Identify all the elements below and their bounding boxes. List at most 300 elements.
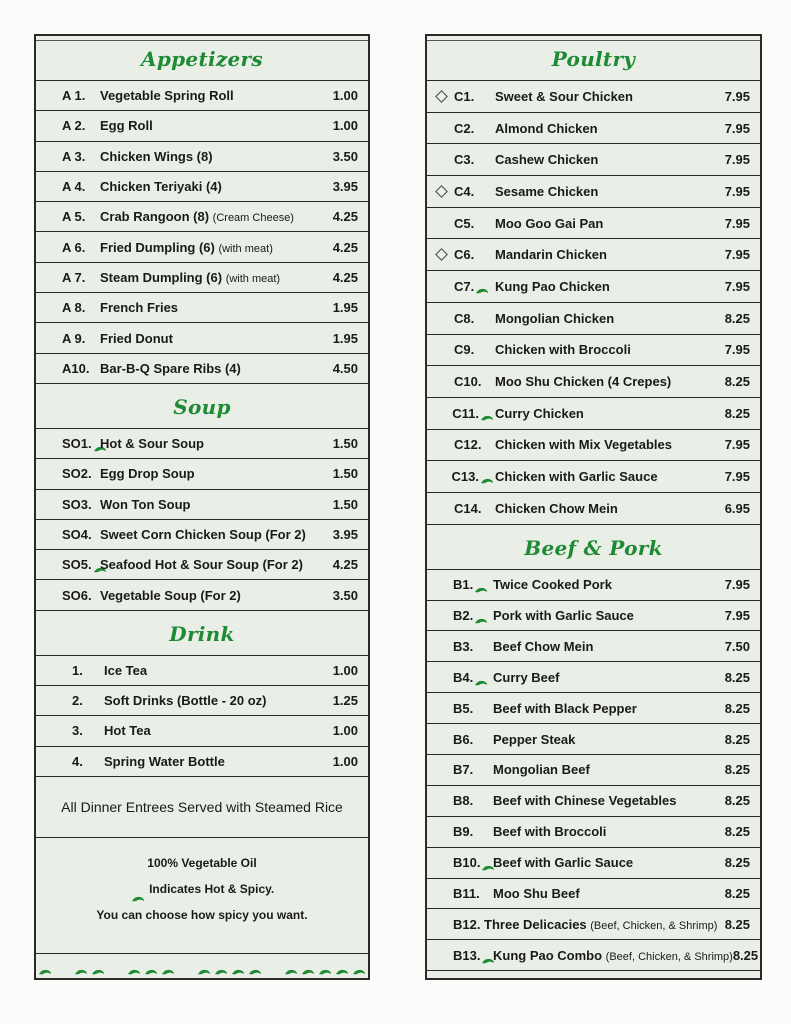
- item-name: [493, 948, 733, 963]
- item-price: 7.95: [724, 437, 750, 453]
- item-price: 4.25: [332, 239, 358, 255]
- item-code-text: B10.: [453, 855, 481, 871]
- item-price: 3.50: [332, 148, 358, 164]
- item-code: [427, 793, 493, 808]
- item-code: [36, 88, 100, 103]
- item-code-text: C1.: [454, 88, 475, 104]
- item-name-text: Mongolian Chicken: [495, 310, 615, 326]
- item-price: 7.95: [724, 183, 750, 199]
- hot-pepper-icon: [284, 963, 298, 970]
- item-code: [36, 557, 100, 572]
- item-name-text: Soft Drinks (Bottle - 20 oz): [104, 693, 267, 709]
- item-note: (Beef, Chicken, & Shrimp): [605, 950, 733, 963]
- item-name: [100, 436, 316, 451]
- item-name: [100, 300, 316, 315]
- menu-item: [36, 354, 368, 384]
- item-name-text: Steam Dumpling (6): [100, 269, 226, 285]
- item-code: [427, 577, 493, 592]
- item-code-text: B6.: [453, 731, 474, 747]
- item-code: [427, 501, 495, 516]
- beef-pork-list: [427, 570, 760, 972]
- item-code-text: C4.: [454, 183, 475, 199]
- item-name: [100, 118, 316, 133]
- menu-item: [36, 686, 368, 716]
- item-code-text: A 1.: [62, 88, 86, 104]
- item-code: [427, 311, 495, 326]
- hot-pepper-icon: [474, 675, 488, 682]
- item-code-text: 3.: [72, 723, 83, 739]
- menu-item: [427, 817, 760, 848]
- item-name: [100, 179, 316, 194]
- item-code-text: A10.: [62, 360, 90, 376]
- menu-item: [427, 271, 760, 303]
- item-code-text: B13.: [453, 947, 481, 963]
- item-price: 3.95: [332, 179, 358, 195]
- beef-pork-title: Beef & Pork: [427, 525, 760, 570]
- hot-legend: [36, 876, 368, 902]
- menu-item: [427, 693, 760, 724]
- menu-item: [427, 879, 760, 910]
- item-price: 1.00: [332, 723, 358, 739]
- item-code: [36, 300, 100, 315]
- item-name-text: Pepper Steak: [493, 731, 576, 747]
- item-code-text: B12.: [453, 916, 481, 932]
- item-name-text: Beef with Chinese Vegetables: [493, 793, 677, 809]
- item-name: [493, 577, 708, 592]
- pepper-group: [37, 963, 53, 970]
- menu-item: [36, 429, 368, 459]
- item-code: [36, 693, 104, 708]
- soup-title: Soup: [36, 384, 368, 429]
- item-name: [100, 557, 316, 572]
- menu-item: [427, 239, 760, 271]
- item-code-text: C2.: [454, 120, 475, 136]
- item-name: [100, 361, 316, 376]
- item-note: (with meat): [225, 272, 281, 285]
- menu-item: [427, 940, 760, 971]
- menu-item: [36, 747, 368, 777]
- item-name-text: Pork with Garlic Sauce: [493, 607, 634, 623]
- item-price: 7.50: [724, 638, 750, 654]
- item-price: 3.95: [332, 527, 358, 542]
- menu-item: [36, 716, 368, 746]
- item-code-text: C8.: [454, 310, 475, 326]
- item-price: 8.25: [724, 669, 750, 685]
- menu-item: [36, 232, 368, 262]
- item-name-text: Chicken Wings (8): [100, 148, 213, 164]
- item-name: [495, 469, 708, 484]
- item-code: [36, 754, 104, 769]
- item-code: [427, 855, 493, 870]
- menu-item: [427, 208, 760, 240]
- item-name: [100, 466, 316, 481]
- appetizers-title: Appetizers: [36, 36, 368, 81]
- item-code-text: B5.: [453, 700, 474, 716]
- item-name: [100, 209, 316, 224]
- item-name: [493, 608, 708, 623]
- drink-title: Drink: [36, 611, 368, 656]
- pepper-group: [196, 963, 263, 970]
- hot-pepper-icon: [161, 963, 175, 970]
- item-code-text: A 9.: [62, 330, 86, 346]
- menu-item: [427, 81, 760, 113]
- item-name-text: Hot & Sour Soup: [100, 436, 204, 452]
- pepper-group: [126, 963, 176, 970]
- item-name: [493, 793, 708, 808]
- item-name: [100, 331, 316, 346]
- hot-pepper-icon: [318, 963, 332, 970]
- item-name: [495, 342, 708, 357]
- item-name: [100, 497, 316, 512]
- item-code: [36, 240, 100, 255]
- diamond-icon: [435, 185, 448, 198]
- item-name-text: Kung Pao Combo: [493, 947, 606, 963]
- item-name-text: Hot Tea: [104, 723, 151, 739]
- item-code: [427, 184, 495, 199]
- item-code-text: B8.: [453, 793, 474, 809]
- spicy-choice-note: You can choose how spicy you want.: [96, 907, 308, 922]
- item-name-text: Chicken Chow Mein: [495, 500, 618, 516]
- item-name-text: Sweet & Sour Chicken: [495, 88, 633, 104]
- item-name: [493, 824, 708, 839]
- menu-item: [36, 111, 368, 141]
- item-price: 1.00: [332, 662, 358, 678]
- menu-item: [427, 724, 760, 755]
- item-name: [495, 184, 708, 199]
- item-name-text: Fried Donut: [100, 330, 173, 346]
- item-code: [427, 437, 495, 452]
- item-price: 1.00: [332, 118, 358, 134]
- item-code-text: A 5.: [62, 209, 86, 225]
- menu-item: [36, 550, 368, 580]
- menu-item: [427, 113, 760, 145]
- menu-item: [427, 909, 760, 940]
- item-code: [427, 762, 493, 777]
- item-code: [427, 216, 495, 231]
- menu-item: [36, 459, 368, 489]
- item-price: 4.25: [332, 269, 358, 285]
- hot-pepper-icon: [144, 963, 158, 970]
- item-price: 4.25: [332, 557, 358, 573]
- item-code: [36, 663, 104, 678]
- item-price: 8.25: [732, 947, 759, 963]
- item-code: [36, 466, 100, 481]
- item-code: [427, 608, 493, 623]
- item-name: [493, 701, 708, 716]
- item-name: [493, 670, 708, 685]
- menu-item: [36, 490, 368, 520]
- item-name: [495, 121, 708, 136]
- item-price: 1.95: [332, 330, 358, 346]
- item-name-text: Moo Goo Gai Pan: [495, 215, 604, 231]
- entrees-note: All Dinner Entrees Served with Steamed Rice: [36, 777, 368, 838]
- item-code: [427, 469, 495, 484]
- item-code: [427, 121, 495, 136]
- item-price: 1.00: [332, 88, 358, 104]
- item-name: [104, 663, 316, 678]
- hot-pepper-icon: [475, 283, 489, 290]
- item-name: [495, 279, 708, 294]
- soup-list: [36, 429, 368, 611]
- item-price: 8.25: [724, 916, 750, 932]
- item-code-text: C11.: [452, 405, 479, 421]
- menu-item: [36, 202, 368, 232]
- item-name-text: Moo Shu Beef: [493, 885, 580, 901]
- item-name-text: Spring Water Bottle: [104, 753, 225, 769]
- item-code: [36, 331, 100, 346]
- item-name-text: Curry Chicken: [495, 405, 584, 421]
- hot-pepper-icon: [214, 963, 228, 970]
- item-price: 3.50: [332, 587, 358, 603]
- item-code: [427, 917, 484, 932]
- menu-item: [427, 755, 760, 786]
- item-price: 7.95: [724, 215, 750, 231]
- item-code-text: C13.: [451, 469, 479, 485]
- item-name-text: Sweet Corn Chicken Soup (For 2): [100, 527, 306, 542]
- item-name-text: Mongolian Beef: [493, 762, 590, 778]
- item-price: 7.95: [724, 607, 750, 623]
- item-name: [495, 216, 708, 231]
- item-price: 1.50: [332, 466, 358, 482]
- item-name: [100, 270, 316, 285]
- item-code: [36, 361, 100, 376]
- menu-item: [36, 520, 368, 550]
- hot-pepper-icon: [91, 963, 105, 970]
- item-code-text: C14.: [454, 500, 482, 516]
- item-code-text: 1.: [72, 662, 83, 678]
- diamond-icon: [435, 248, 448, 261]
- pepper-decoration-row: [36, 953, 368, 974]
- vegetable-oil-note: 100% Vegetable Oil: [147, 855, 257, 870]
- drink-list: [36, 656, 368, 777]
- item-price: 8.25: [724, 310, 750, 326]
- item-name: [100, 588, 316, 603]
- item-name-text: Three Delicacies: [484, 916, 591, 932]
- item-price: 6.95: [724, 500, 750, 516]
- item-price: 4.50: [332, 360, 358, 376]
- item-name-text: Beef Chow Mein: [493, 638, 594, 654]
- item-name-text: Vegetable Spring Roll: [100, 88, 234, 104]
- item-name: [493, 762, 708, 777]
- item-name: [495, 501, 708, 516]
- menu-notes: [36, 838, 368, 928]
- item-name: [100, 149, 316, 164]
- item-name: [104, 754, 316, 769]
- item-code-text: A 2.: [62, 118, 86, 134]
- item-code-text: C6.: [454, 247, 475, 263]
- item-name: [493, 639, 708, 654]
- item-name-text: Vegetable Soup (For 2): [100, 587, 241, 603]
- item-price: 7.95: [724, 278, 750, 294]
- menu-item: [427, 144, 760, 176]
- hot-pepper-icon: [301, 963, 315, 970]
- hot-pepper-icon: [474, 613, 488, 620]
- item-name: [495, 374, 708, 389]
- menu-item: [427, 398, 760, 430]
- item-note: (Beef, Chicken, & Shrimp): [590, 919, 718, 932]
- item-code-text: 2.: [72, 693, 83, 709]
- item-name: [100, 527, 316, 542]
- item-code: [427, 374, 495, 389]
- hot-pepper-icon: [352, 963, 366, 970]
- item-code-text: B2.: [453, 607, 474, 623]
- item-code: [427, 701, 493, 716]
- item-name: [495, 437, 708, 452]
- item-code-text: B7.: [453, 762, 474, 778]
- hot-pepper-icon: [480, 410, 494, 417]
- menu-item: [36, 293, 368, 323]
- item-price: 1.25: [332, 693, 358, 709]
- item-name-text: Almond Chicken: [495, 120, 598, 136]
- item-code: [427, 824, 493, 839]
- item-name-text: Chicken with Mix Vegetables: [495, 437, 672, 453]
- item-code: [36, 588, 100, 603]
- item-price: 1.50: [332, 436, 358, 452]
- menu-item: [427, 366, 760, 398]
- diamond-icon: [435, 90, 448, 103]
- item-price: 8.25: [724, 824, 750, 840]
- menu-item: [427, 848, 760, 879]
- hot-pepper-icon: [474, 582, 488, 589]
- item-price: 4.25: [332, 209, 358, 225]
- hot-legend-text: Indicates Hot & Spicy.: [149, 881, 275, 896]
- item-price: 8.25: [724, 731, 750, 747]
- item-code: [427, 247, 495, 262]
- item-code-text: B4.: [453, 669, 474, 685]
- item-code: [36, 179, 100, 194]
- item-name-text: Kung Pao Chicken: [495, 278, 610, 294]
- pepper-group: [73, 963, 106, 970]
- item-code-text: B9.: [453, 824, 474, 840]
- item-name: [495, 247, 708, 262]
- menu-item: [36, 81, 368, 111]
- pepper-group: [283, 963, 367, 970]
- item-price: 7.95: [724, 469, 750, 485]
- item-code-text: C10.: [454, 374, 482, 390]
- item-price: 8.25: [724, 700, 750, 716]
- hot-pepper-icon: [38, 963, 52, 970]
- item-name-text: Seafood Hot & Sour Soup (For 2): [100, 557, 303, 573]
- item-name-text: Beef with Garlic Sauce: [493, 855, 634, 871]
- menu-item: [427, 176, 760, 208]
- menu-item: [36, 263, 368, 293]
- item-code: [427, 639, 493, 654]
- item-name-text: Egg Roll: [100, 118, 153, 134]
- item-code-text: SO5.: [62, 557, 92, 573]
- item-name: [495, 152, 708, 167]
- item-name-text: Curry Beef: [493, 669, 560, 685]
- item-code: [427, 948, 493, 963]
- menu-item: [427, 601, 760, 632]
- menu-item: [427, 570, 760, 601]
- hot-pepper-icon: [480, 473, 494, 480]
- item-name: [104, 723, 316, 738]
- item-name: [104, 693, 316, 708]
- item-code: [427, 406, 495, 421]
- item-price: 8.25: [724, 793, 750, 809]
- item-price: 7.95: [724, 152, 750, 168]
- poultry-list: [427, 81, 760, 525]
- hot-pepper-icon: [248, 963, 262, 970]
- item-code: [427, 342, 495, 357]
- menu-item: [36, 142, 368, 172]
- hot-pepper-icon: [74, 963, 88, 970]
- item-code: [427, 279, 495, 294]
- item-name-text: Chicken with Broccoli: [495, 342, 631, 358]
- item-name: [484, 917, 717, 932]
- poultry-title: Poultry: [427, 36, 760, 81]
- item-code-text: A 7.: [62, 269, 86, 285]
- menu-item: [427, 303, 760, 335]
- item-code: [427, 89, 495, 104]
- item-note: (with meat): [218, 242, 273, 255]
- item-code-text: SO6.: [62, 587, 92, 603]
- item-code-text: B1.: [453, 577, 474, 593]
- item-name-text: Twice Cooked Pork: [493, 577, 612, 593]
- item-code-text: SO1.: [62, 436, 92, 452]
- hot-pepper-icon: [231, 963, 245, 970]
- menu-item: [36, 580, 368, 610]
- left-menu-panel: [34, 34, 370, 980]
- menu-item: [36, 172, 368, 202]
- item-code-text: A 8.: [62, 300, 86, 316]
- hot-pepper-icon: [127, 963, 141, 970]
- item-code-text: A 4.: [62, 179, 86, 195]
- item-price: 1.50: [332, 496, 358, 512]
- item-name-text: French Fries: [100, 300, 179, 316]
- item-code-text: B11.: [453, 885, 480, 901]
- item-code: [36, 527, 100, 542]
- item-price: 1.00: [332, 753, 358, 769]
- item-price: 8.25: [724, 405, 750, 421]
- item-code-text: SO4.: [62, 527, 92, 542]
- item-name-text: Won Ton Soup: [100, 496, 191, 512]
- item-price: 7.95: [724, 577, 750, 593]
- item-price: 8.25: [724, 855, 750, 871]
- item-code: [427, 152, 495, 167]
- item-price: 8.25: [724, 885, 750, 901]
- item-code: [36, 118, 100, 133]
- item-name-text: Mandarin Chicken: [495, 247, 607, 263]
- item-code-text: C9.: [454, 342, 475, 358]
- item-code: [427, 886, 493, 901]
- item-price: 7.95: [724, 120, 750, 136]
- item-price: 7.95: [724, 247, 750, 263]
- item-name: [495, 406, 708, 421]
- item-code-text: C3.: [454, 152, 475, 168]
- menu-item: [427, 335, 760, 367]
- item-name: [493, 886, 708, 901]
- menu-item: [427, 461, 760, 493]
- item-name: [493, 855, 708, 870]
- item-name: [100, 88, 316, 103]
- menu-item: [427, 631, 760, 662]
- item-code: [36, 270, 100, 285]
- item-code: [36, 723, 104, 738]
- menu-item: [36, 323, 368, 353]
- item-name: [495, 311, 708, 326]
- right-menu-panel: [425, 34, 762, 980]
- item-code: [427, 732, 493, 747]
- appetizers-list: [36, 81, 368, 384]
- item-name: [493, 732, 708, 747]
- menu-item: [36, 656, 368, 686]
- item-name-text: Egg Drop Soup: [100, 466, 195, 482]
- item-name-text: Moo Shu Chicken (4 Crepes): [495, 374, 672, 390]
- item-code-text: SO3.: [62, 496, 92, 512]
- item-code: [36, 149, 100, 164]
- item-name-text: Beef with Broccoli: [493, 824, 607, 840]
